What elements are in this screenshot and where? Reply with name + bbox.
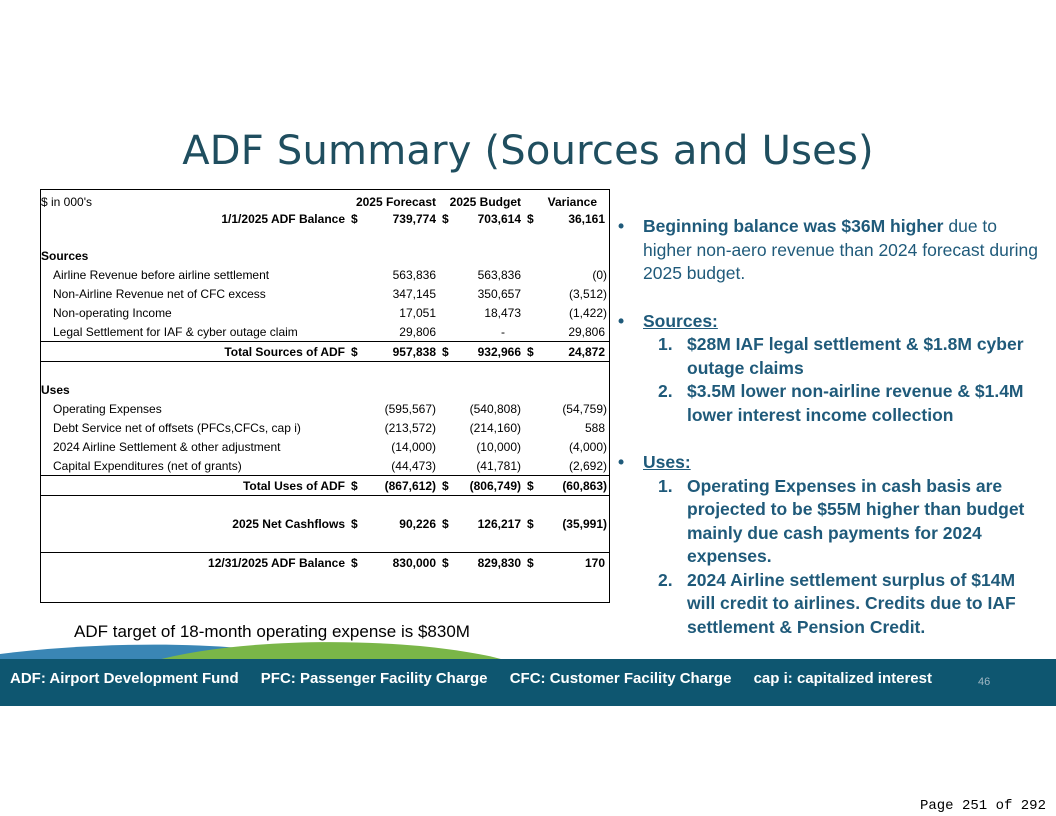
currency-sign: $ xyxy=(442,517,449,531)
target-note: ADF target of 18-month operating expense is $830M xyxy=(74,622,470,641)
abbrev-cfc: CFC: Customer Facility Charge xyxy=(509,670,732,687)
col-header-forecast: 2025 Forecast xyxy=(355,195,436,209)
currency-sign: $ xyxy=(436,553,448,573)
row-label: Legal Settlement for IAF & cyber outage claim xyxy=(53,324,298,339)
row-variance: 588 xyxy=(584,420,606,435)
row-variance: 29,806 xyxy=(568,324,606,339)
table-row xyxy=(41,456,609,476)
row-label: Operating Expenses xyxy=(53,401,162,416)
uses-header-row xyxy=(41,380,609,399)
row-budget: 18,473 xyxy=(484,305,522,320)
net-variance: (35,991) xyxy=(562,517,608,531)
row-label: Capital Expenditures (net of grants) xyxy=(53,458,242,473)
list-number: 1. xyxy=(658,334,673,354)
row-label: 2024 Airline Settlement & other adjustment xyxy=(53,439,281,454)
list-item xyxy=(618,569,1048,640)
uses-total-row xyxy=(41,476,609,496)
table-row xyxy=(41,399,609,418)
list-number: 2. xyxy=(658,381,673,401)
summary-bullets xyxy=(618,215,1048,639)
sources-total-row xyxy=(41,342,609,362)
bullet-beginning-balance xyxy=(618,215,1048,286)
row-budget: (540,808) xyxy=(469,401,522,416)
currency-sign: $ xyxy=(436,476,448,496)
sources-total-label: Total Sources of ADF xyxy=(41,342,351,362)
closing-budget: 829,830 xyxy=(448,553,521,573)
currency-sign: $ xyxy=(521,476,533,496)
row-label: Debt Service net of offsets (PFCs,CFCs, cap i) xyxy=(53,420,301,435)
row-variance: (4,000) xyxy=(568,439,608,454)
sources-total-budget: 932,966 xyxy=(448,342,521,362)
table-row xyxy=(41,303,609,322)
row-forecast: 347,145 xyxy=(392,286,436,301)
bullet-sources xyxy=(618,310,1048,334)
col-header-budget: 2025 Budget xyxy=(449,195,522,209)
sources-header: Sources xyxy=(41,248,89,263)
table-header-row xyxy=(41,190,609,209)
table-row xyxy=(41,418,609,437)
abbrev-pfc: PFC: Passenger Facility Charge xyxy=(260,670,488,687)
row-label: Airline Revenue before airline settlement xyxy=(53,267,270,282)
row-forecast: (595,567) xyxy=(384,401,436,416)
closing-balance-row xyxy=(41,553,609,573)
currency-sign: $ xyxy=(521,342,533,362)
page-indicator: Page 251 of 292 xyxy=(919,798,1046,814)
closing-variance: 170 xyxy=(533,553,609,573)
list-item-text: 2024 Airline settlement surplus of $14M will credit to airlines. Credits due to IAF settlement & Pension Credit. xyxy=(687,569,1016,637)
list-item xyxy=(618,333,1048,380)
row-budget: 563,836 xyxy=(477,267,522,282)
list-item xyxy=(618,380,1048,427)
col-header-variance: Variance xyxy=(547,195,598,209)
sources-header-row xyxy=(41,246,609,265)
uses-total-label: Total Uses of ADF xyxy=(41,476,351,496)
bullet-text: due to higher non-aero revenue than 2024 forecast during 2025 budget. xyxy=(643,216,1038,283)
opening-budget: 703,614 xyxy=(477,211,522,226)
uses-total-forecast: (867,612) xyxy=(363,476,436,496)
slide-number: 46 xyxy=(978,676,991,688)
row-variance: (1,422) xyxy=(568,305,608,320)
abbrev-adf: ADF: Airport Development Fund xyxy=(10,670,239,687)
uses-title: Uses: xyxy=(643,452,691,472)
row-budget: (10,000) xyxy=(476,439,522,454)
sources-total-variance: 24,872 xyxy=(533,342,609,362)
bullet-dot-icon: • xyxy=(618,452,625,472)
bullet-dot-icon: • xyxy=(618,310,625,331)
net-forecast: 90,226 xyxy=(399,517,436,531)
row-forecast: (14,000) xyxy=(391,439,436,454)
sources-title: Sources: xyxy=(643,310,718,331)
uses-total-budget: (806,749) xyxy=(448,476,521,496)
row-budget: (214,160) xyxy=(469,420,522,435)
row-variance: (54,759) xyxy=(562,401,608,416)
footer-abbreviations xyxy=(10,670,950,687)
opening-balance-row xyxy=(41,209,609,228)
sources-total-forecast: 957,838 xyxy=(363,342,436,362)
currency-sign: $ xyxy=(351,517,358,531)
bullet-bold-text: Beginning balance was $36M higher xyxy=(643,216,944,236)
row-budget: 350,657 xyxy=(477,286,522,301)
list-number: 2. xyxy=(658,569,673,590)
row-variance: (3,512) xyxy=(568,286,608,301)
row-forecast: (44,473) xyxy=(391,458,436,473)
row-forecast: (213,572) xyxy=(384,420,436,435)
table-row xyxy=(41,437,609,456)
currency-sign: $ xyxy=(442,211,449,226)
row-variance: (0) xyxy=(592,267,608,282)
row-label: Non-Airline Revenue net of CFC excess xyxy=(53,286,266,301)
currency-sign: $ xyxy=(351,553,363,573)
list-item-text: $28M IAF legal settlement & $1.8M cyber outage claims xyxy=(687,334,1024,378)
row-variance: (2,692) xyxy=(568,458,608,473)
currency-sign: $ xyxy=(436,342,448,362)
row-forecast: 29,806 xyxy=(399,324,436,339)
closing-forecast: 830,000 xyxy=(363,553,436,573)
table-row xyxy=(41,265,609,284)
list-item xyxy=(618,475,1048,569)
table-row xyxy=(41,322,609,342)
row-budget: (41,781) xyxy=(476,458,522,473)
list-item-text: $3.5M lower non-airline revenue & $1.4M lower interest income collection xyxy=(687,381,1024,425)
currency-sign: $ xyxy=(351,211,358,226)
net-cashflow-row xyxy=(41,496,609,553)
currency-sign: $ xyxy=(527,211,534,226)
net-label: 2025 Net Cashflows xyxy=(232,517,345,531)
adf-summary-table xyxy=(40,189,610,603)
net-budget: 126,217 xyxy=(477,517,522,531)
page-title: ADF Summary (Sources and Uses) xyxy=(182,128,874,174)
uses-total-variance: (60,863) xyxy=(533,476,609,496)
bullet-dot-icon: • xyxy=(618,216,625,236)
opening-label: 1/1/2025 ADF Balance xyxy=(221,211,345,226)
row-forecast: 563,836 xyxy=(392,267,436,282)
list-item-text: Operating Expenses in cash basis are projected to be $55M higher than budget mainly due cash payments for 2024 expenses. xyxy=(687,475,1025,566)
opening-variance: 36,161 xyxy=(568,211,606,226)
uses-header: Uses xyxy=(41,382,70,397)
abbrev-cap-i: cap i: capitalized interest xyxy=(753,670,932,687)
currency-sign: $ xyxy=(351,476,363,496)
row-budget: - xyxy=(501,324,506,339)
currency-sign: $ xyxy=(527,517,534,531)
currency-sign: $ xyxy=(521,553,533,573)
table-row xyxy=(41,284,609,303)
list-number: 1. xyxy=(658,475,673,496)
unit-label: $ in 000's xyxy=(41,195,92,209)
currency-sign: $ xyxy=(351,342,363,362)
opening-forecast: 739,774 xyxy=(392,211,436,226)
bullet-uses xyxy=(618,451,1048,475)
closing-label: 12/31/2025 ADF Balance xyxy=(41,553,351,573)
row-label: Non-operating Income xyxy=(53,305,172,320)
row-forecast: 17,051 xyxy=(399,305,436,320)
